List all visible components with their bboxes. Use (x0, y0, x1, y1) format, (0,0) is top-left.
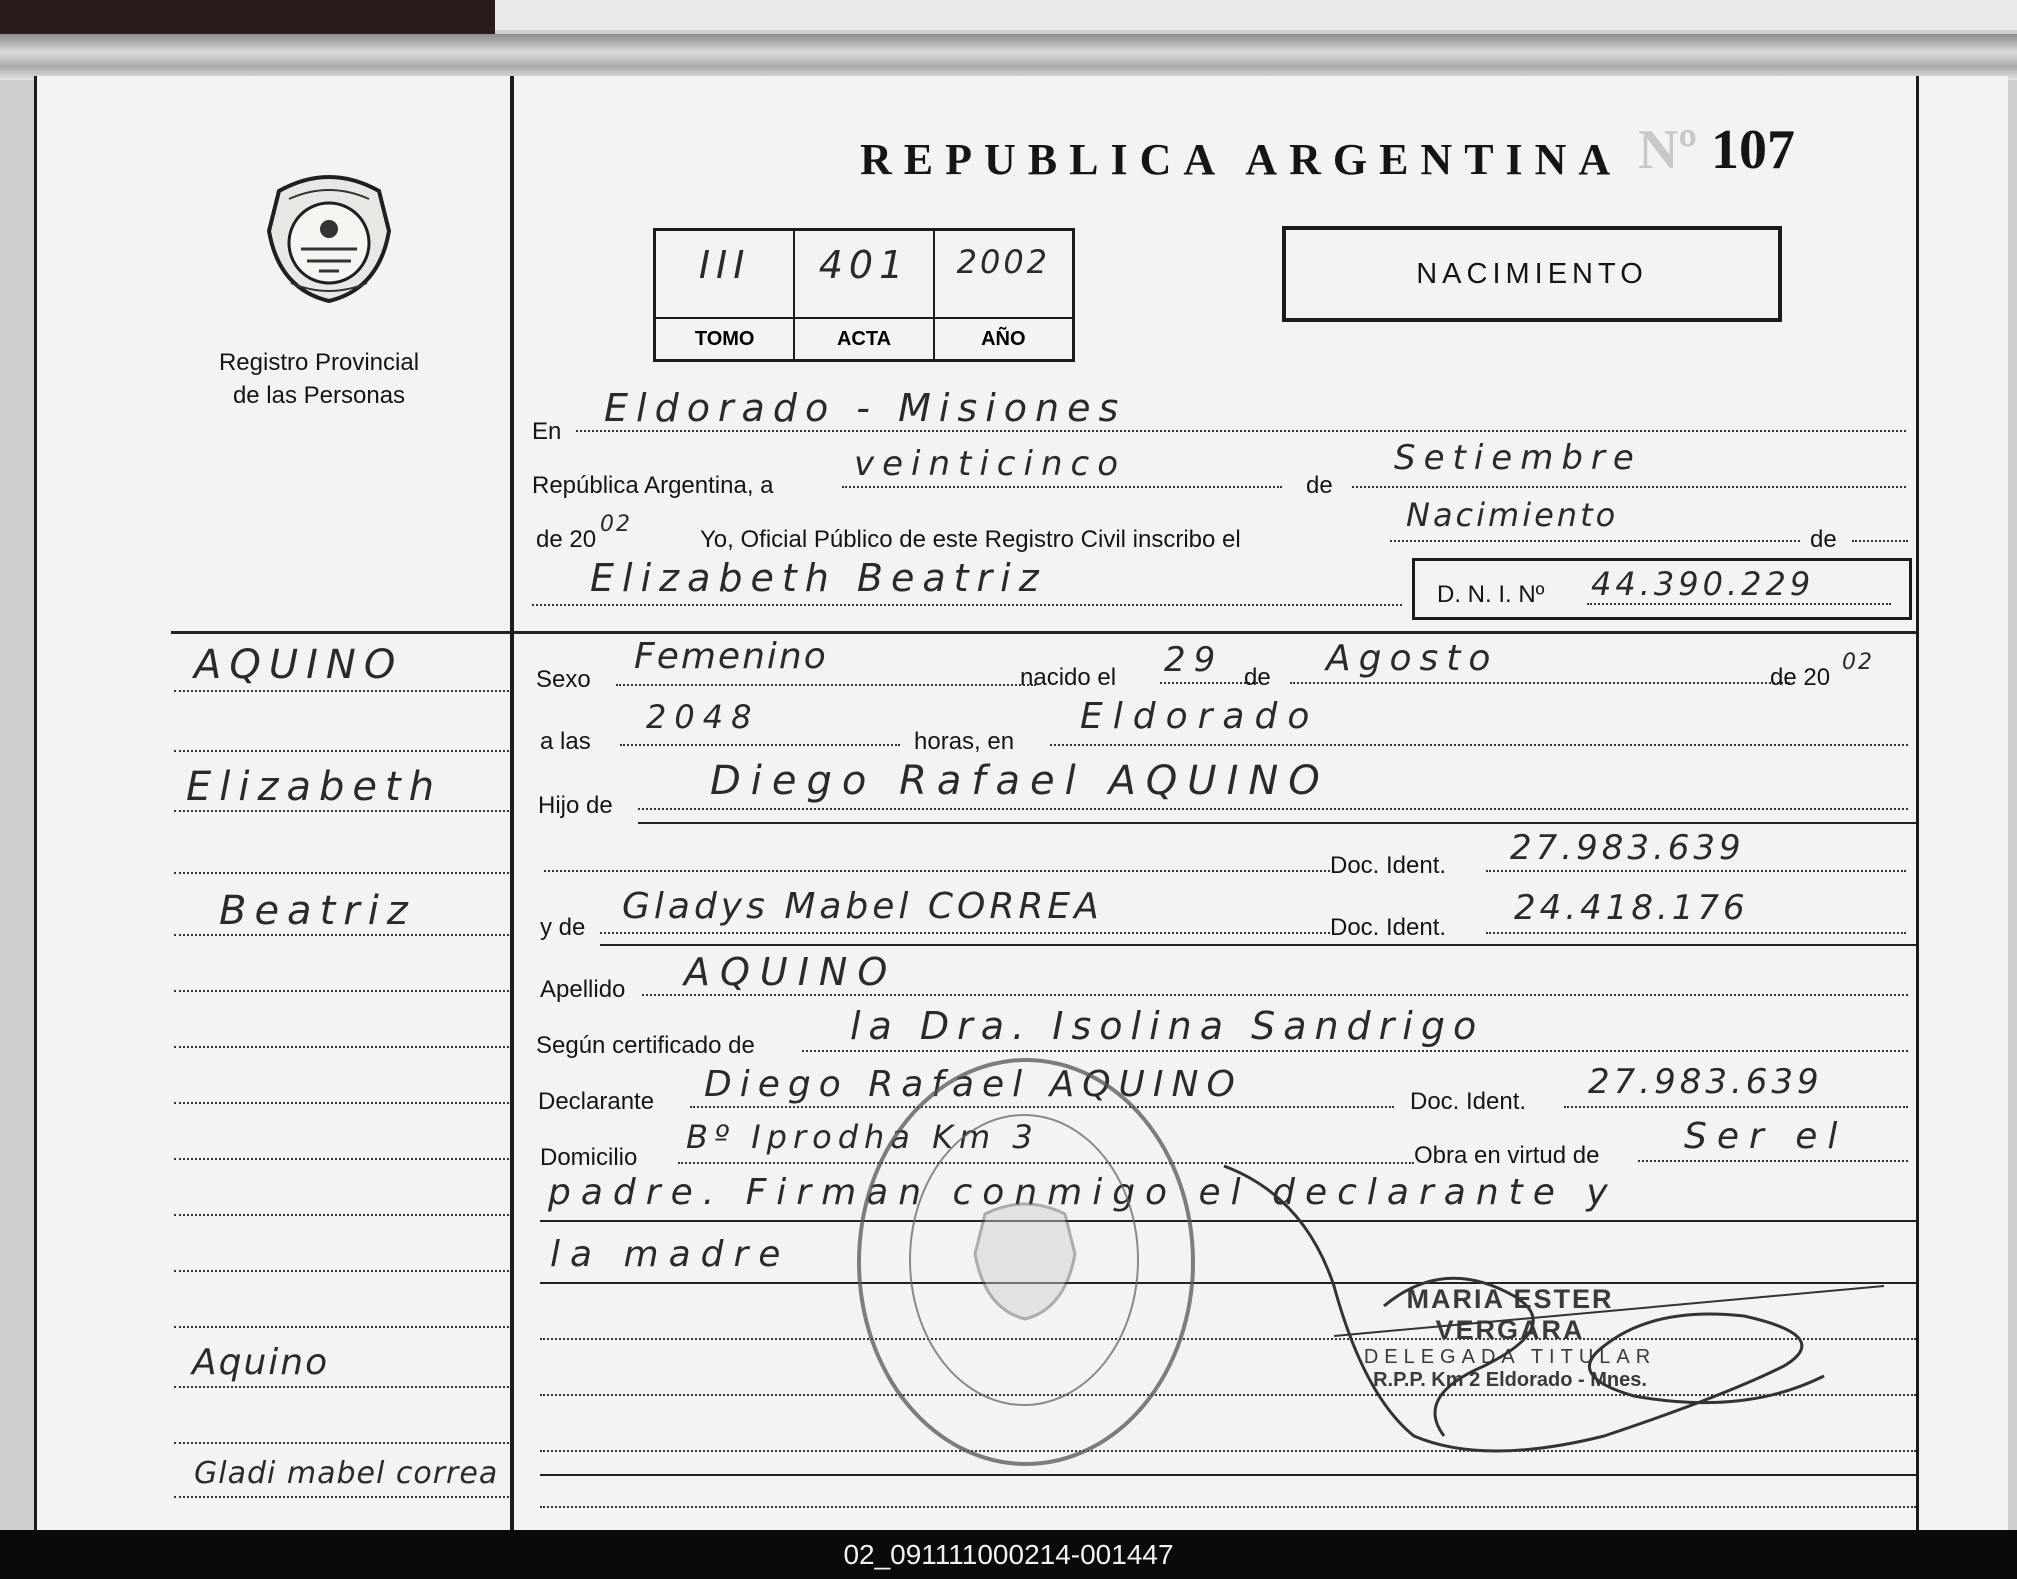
margin-line (174, 690, 509, 692)
left-column (34, 76, 512, 1530)
sexo-label: Sexo (536, 666, 591, 693)
hijo-label: Hijo de (538, 792, 613, 819)
nac-mes-line (1290, 682, 1790, 684)
alas-label: a las (540, 728, 591, 755)
nombre-value: Elizabeth Beatriz (590, 556, 1047, 600)
nacido-label: nacido el (1020, 664, 1117, 691)
domicilio-label: Domicilio (540, 1144, 638, 1171)
obra-value: Ser el (1684, 1116, 1848, 1157)
misiones-emblem-icon (259, 171, 399, 306)
padre-value: Diego Rafael AQUINO (710, 758, 1330, 804)
stamp-emblem-icon (965, 1194, 1085, 1324)
officer-office: R.P.P. Km 2 Eldorado - Mnes. (1373, 1369, 1647, 1391)
dni-box (1412, 558, 1912, 620)
de20-label: de 20 (536, 526, 597, 553)
right-border (1916, 76, 1919, 1530)
acta-cell (795, 231, 934, 359)
officer-title: DELEGADA TITULAR (1363, 1346, 1657, 1368)
nac-dia-value: 29 (1164, 640, 1224, 680)
madre-line (600, 932, 1330, 934)
de20-label-2: de 20 (1770, 664, 1831, 691)
dia-value: veinticinco (854, 444, 1126, 484)
record-number (1638, 118, 1795, 182)
de-label-2: de (1810, 526, 1837, 553)
padre-line-2 (544, 870, 1334, 872)
left-divider (171, 631, 511, 634)
padre-doc-line (1486, 870, 1906, 872)
apellido-label: Apellido (540, 976, 626, 1003)
padre-doc: 27.983.639 (1510, 828, 1745, 868)
en-label: En (532, 418, 562, 445)
officer-signature (1184, 1136, 1904, 1536)
de-label-3: de (1244, 664, 1271, 691)
top-light-strip (495, 0, 2017, 30)
tomo-value: III (698, 243, 751, 287)
padre-rule (638, 822, 1916, 824)
republica-label: República Argentina, a (532, 472, 774, 499)
declarante-label: Declarante (538, 1088, 655, 1115)
anio-cell (935, 231, 1072, 359)
doc-label-1: Doc. Ident. (1330, 852, 1447, 879)
margin-line (174, 1326, 509, 1328)
apellido-line (642, 994, 1908, 996)
sexo-line (616, 684, 1036, 686)
book-binding (0, 34, 2017, 80)
registry-line-1: Registro Provincial (218, 349, 420, 376)
margin-line (174, 934, 509, 936)
margin-line (174, 1496, 509, 1498)
margin-surname: AQUINO (194, 642, 404, 688)
margin-signature-1: Aquino (192, 1342, 330, 1383)
margin-line (174, 1158, 509, 1160)
yo-label: Yo, Oficial Público de este Registro Civil inscribo el (700, 526, 1241, 553)
doc-label-3: Doc. Ident. (1410, 1088, 1527, 1115)
dia-line (842, 486, 1282, 488)
segun-value: la Dra. Isolina Sandrigo (850, 1004, 1485, 1048)
domicilio-value: Bº Iprodha Km 3 (686, 1118, 1039, 1156)
margin-first-name: Elizabeth (186, 764, 443, 810)
en-line (576, 430, 1906, 432)
record-box (653, 228, 1075, 362)
certificate-page (34, 76, 2008, 1530)
footer-id: 02_091111000214-001447 (0, 1530, 2017, 1579)
segun-label: Según certificado de (536, 1032, 755, 1059)
officer-name: MARIA ESTER VERGARA (1406, 1284, 1614, 1345)
obra-value-3: la madre (550, 1234, 791, 1275)
hora-value: 2048 (646, 698, 760, 736)
nac-year-suffix: 02 (1842, 650, 1874, 675)
margin-line (174, 1214, 509, 1216)
record-number-prefix: Nº (1638, 119, 1711, 181)
lugar-line (1050, 744, 1908, 746)
yde-label: y de (540, 914, 586, 941)
country-title: REPUBLICA ARGENTINA (860, 135, 1623, 184)
record-number-value: 107 (1710, 119, 1795, 181)
anio-label: AÑO (935, 317, 1072, 359)
inscribo-line (1390, 540, 1800, 542)
margin-line (174, 1046, 509, 1048)
registry-line-2: de las Personas (232, 382, 406, 409)
tomo-label: TOMO (656, 317, 793, 359)
de-label: de (1306, 472, 1333, 499)
nac-mes-value: Agosto (1326, 638, 1499, 679)
lugar-value: Eldorado (1080, 696, 1320, 737)
doc-label-2: Doc. Ident. (1330, 914, 1447, 941)
margin-line (174, 872, 509, 874)
anio-value: 2002 (956, 243, 1051, 281)
obra-value-2: padre. Firman conmigo el declarante y (548, 1172, 1618, 1213)
tomo-cell (656, 231, 795, 359)
obra-label: Obra en virtud de (1414, 1142, 1600, 1169)
section-divider (514, 631, 1916, 634)
declarante-doc: 27.983.639 (1588, 1062, 1823, 1102)
document-type-box: NACIMIENTO (1282, 226, 1782, 322)
mes-value: Setiembre (1394, 438, 1642, 478)
margin-line (174, 990, 509, 992)
madre-doc-line (1486, 932, 1906, 934)
hora-line (620, 744, 900, 746)
nombre-line (532, 604, 1402, 606)
segun-line (802, 1050, 1908, 1052)
apellido-value: AQUINO (684, 950, 898, 994)
padre-line (638, 808, 1908, 810)
declarante-doc-line (1564, 1106, 1908, 1108)
en-value: Eldorado - Misiones (604, 386, 1127, 430)
inscribo-value: Nacimiento (1406, 496, 1619, 534)
margin-line (174, 1442, 509, 1444)
official-round-stamp (857, 1058, 1195, 1466)
margin-line (174, 1102, 509, 1104)
registry-title (184, 346, 454, 412)
year-suffix: 02 (600, 512, 632, 537)
dni-line (1587, 603, 1891, 605)
mes-line (1352, 486, 1906, 488)
margin-line (174, 1270, 509, 1272)
margin-line (174, 750, 509, 752)
declarante-value: Diego Rafael AQUINO (704, 1064, 1243, 1105)
horas-label: horas, en (914, 728, 1015, 755)
madre-value: Gladys Mabel CORREA (622, 886, 1103, 927)
dni-value: 44.390.229 (1591, 565, 1815, 603)
dni-label: D. N. I. Nº (1437, 581, 1545, 608)
madre-rule (600, 944, 1916, 946)
margin-second-name: Beatriz (219, 888, 416, 934)
madre-doc: 24.418.176 (1514, 888, 1749, 928)
acta-value: 401 (818, 243, 910, 287)
margin-line (174, 1386, 509, 1388)
margin-line (174, 810, 509, 812)
margin-signature-2: Gladi mabel correa (194, 1456, 499, 1491)
de-line-2 (1852, 540, 1908, 542)
acta-label: ACTA (795, 317, 932, 359)
sexo-value: Femenino (634, 636, 828, 677)
